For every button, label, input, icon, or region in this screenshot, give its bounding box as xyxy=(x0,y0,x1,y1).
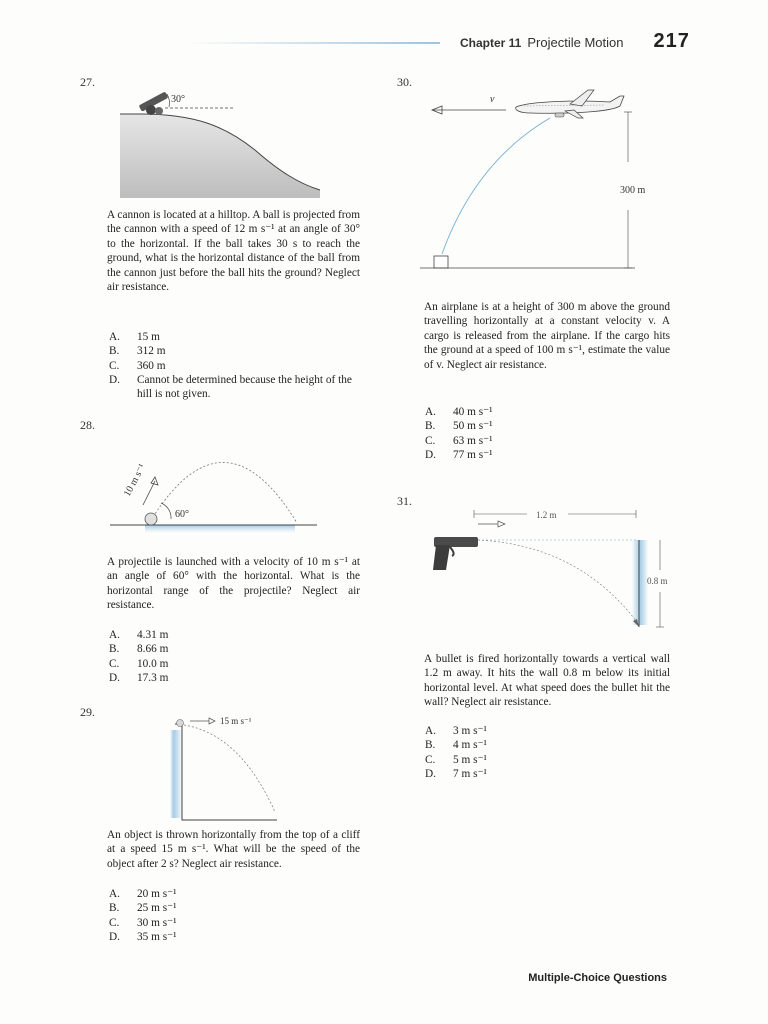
chapter-title: Projectile Motion xyxy=(527,35,624,50)
velocity-arrowhead xyxy=(151,477,158,485)
option-29-b[interactable]: B. 25 m s⁻¹ xyxy=(109,902,177,915)
option-30-c[interactable]: C. 63 m s⁻¹ xyxy=(425,434,493,447)
option-27-d[interactable]: D. Cannot be determined because the height of the hill is not given. xyxy=(109,373,352,401)
question-27-text: A cannon is located at a hilltop. A ball is projected from the cannon with a speed of 12 m s⁻¹ at an angle of 30° to the horizontal. If the ball takes 30 s to reach the ground, what is the horizontal distance of the ball from the cannon just before the ball hits the ground? Neglect air resistance. xyxy=(107,209,360,294)
option-28-d[interactable]: D. 17.3 m xyxy=(109,671,169,684)
hill-shape xyxy=(120,114,320,198)
pistol-icon xyxy=(433,537,478,570)
option-31-c[interactable]: C. 5 m s⁻¹ xyxy=(425,753,487,766)
option-31-d[interactable]: D. 7 m s⁻¹ xyxy=(425,767,487,780)
question-30-text: An airplane is at a height of 300 m above the ground travelling horizontally at a constant velocity v. A cargo is released from the airplane. If the cargo hits the ground at a speed of 100 m s⁻¹, estimate the value of v. Neglect air resistance. xyxy=(424,301,670,371)
object-ball-icon xyxy=(177,720,184,727)
option-29-c[interactable]: C. 30 m s⁻¹ xyxy=(109,916,177,929)
velocity-arrowhead xyxy=(498,521,505,527)
launch-speed-label: 10 m s⁻¹ xyxy=(121,462,149,499)
question-31-number: 31. xyxy=(397,494,412,508)
question-31-options xyxy=(425,724,670,781)
question-27-number: 27. xyxy=(80,75,95,89)
option-30-b[interactable]: B. 50 m s⁻¹ xyxy=(425,420,493,433)
option-27-c[interactable]: C. 360 m xyxy=(109,359,166,372)
question-29-text: An object is thrown horizontally from the top of a cliff at a speed 15 m s⁻¹. What will be the speed of the object after 2 s? Neglect air resistance. xyxy=(107,829,360,870)
launch-angle-label: 60° xyxy=(175,509,189,520)
question-29-options xyxy=(109,887,361,944)
projectile-launch-figure xyxy=(105,425,325,540)
velocity-arrow-shaft xyxy=(143,481,155,505)
chapter-label: Chapter 11 xyxy=(460,36,522,50)
option-28-a[interactable]: A. 4.31 m xyxy=(109,629,169,641)
cannon-icon xyxy=(139,91,169,115)
cannon-angle-label: 30° xyxy=(171,94,185,105)
page-header xyxy=(460,30,690,53)
page-footer: Multiple-Choice Questions xyxy=(528,972,667,984)
option-30-d[interactable]: D. 77 m s⁻¹ xyxy=(425,448,493,461)
option-27-b[interactable]: B. 312 m xyxy=(109,345,166,358)
page-number: 217 xyxy=(653,30,690,52)
option-29-a[interactable]: A. 20 m s⁻¹ xyxy=(109,888,177,900)
question-28-text: A projectile is launched with a velocity of 10 m s⁻¹ at an angle of 60° with the horizontal. What is the horizontal range of the projectile? Neglect air resistance. xyxy=(107,556,360,612)
cargo-trajectory-path xyxy=(442,118,550,254)
question-27-options xyxy=(109,330,361,401)
question-31-text: A bullet is fired horizontally towards a vertical wall 1.2 m away. It hits the wall 0.8 m below its initial horizontal level. At what speed does the bullet hit the wall? Neglect air resistance. xyxy=(424,653,670,709)
throw-speed-label: 15 m s⁻¹ xyxy=(220,716,252,726)
question-29-number: 29. xyxy=(80,705,95,719)
option-29-d[interactable]: D. 35 m s⁻¹ xyxy=(109,930,177,943)
option-28-b[interactable]: B. 8.66 m xyxy=(109,643,169,656)
velocity-label: v xyxy=(490,94,495,105)
bullet-wall-figure xyxy=(428,500,673,640)
question-30-options xyxy=(425,405,670,462)
drop-label: 0.8 m xyxy=(647,576,668,586)
header-rule xyxy=(185,42,440,44)
trajectory-path xyxy=(184,725,275,812)
cargo-box-icon xyxy=(434,256,448,268)
option-30-a[interactable]: A. 40 m s⁻¹ xyxy=(425,406,493,418)
option-28-c[interactable]: C. 10.0 m xyxy=(109,657,169,670)
question-28-options xyxy=(109,628,361,685)
option-31-b[interactable]: B. 4 m s⁻¹ xyxy=(425,739,487,752)
projectile-ball-icon xyxy=(145,513,157,525)
distance-label: 1.2 m xyxy=(536,510,557,520)
option-31-a[interactable]: A. 3 m s⁻¹ xyxy=(425,725,487,737)
cliff-outline xyxy=(175,724,277,820)
cliff-figure xyxy=(165,712,285,824)
airplane-cargo-figure xyxy=(420,82,665,277)
cannon-hill-figure xyxy=(105,80,335,198)
option-27-a[interactable]: A. 15 m xyxy=(109,331,160,343)
bullet-trajectory-path xyxy=(478,540,637,622)
question-30-number: 30. xyxy=(397,75,412,89)
airplane-icon xyxy=(516,90,624,118)
question-28-number: 28. xyxy=(80,418,95,432)
velocity-arrowhead xyxy=(209,718,215,724)
height-label: 300 m xyxy=(620,185,646,196)
